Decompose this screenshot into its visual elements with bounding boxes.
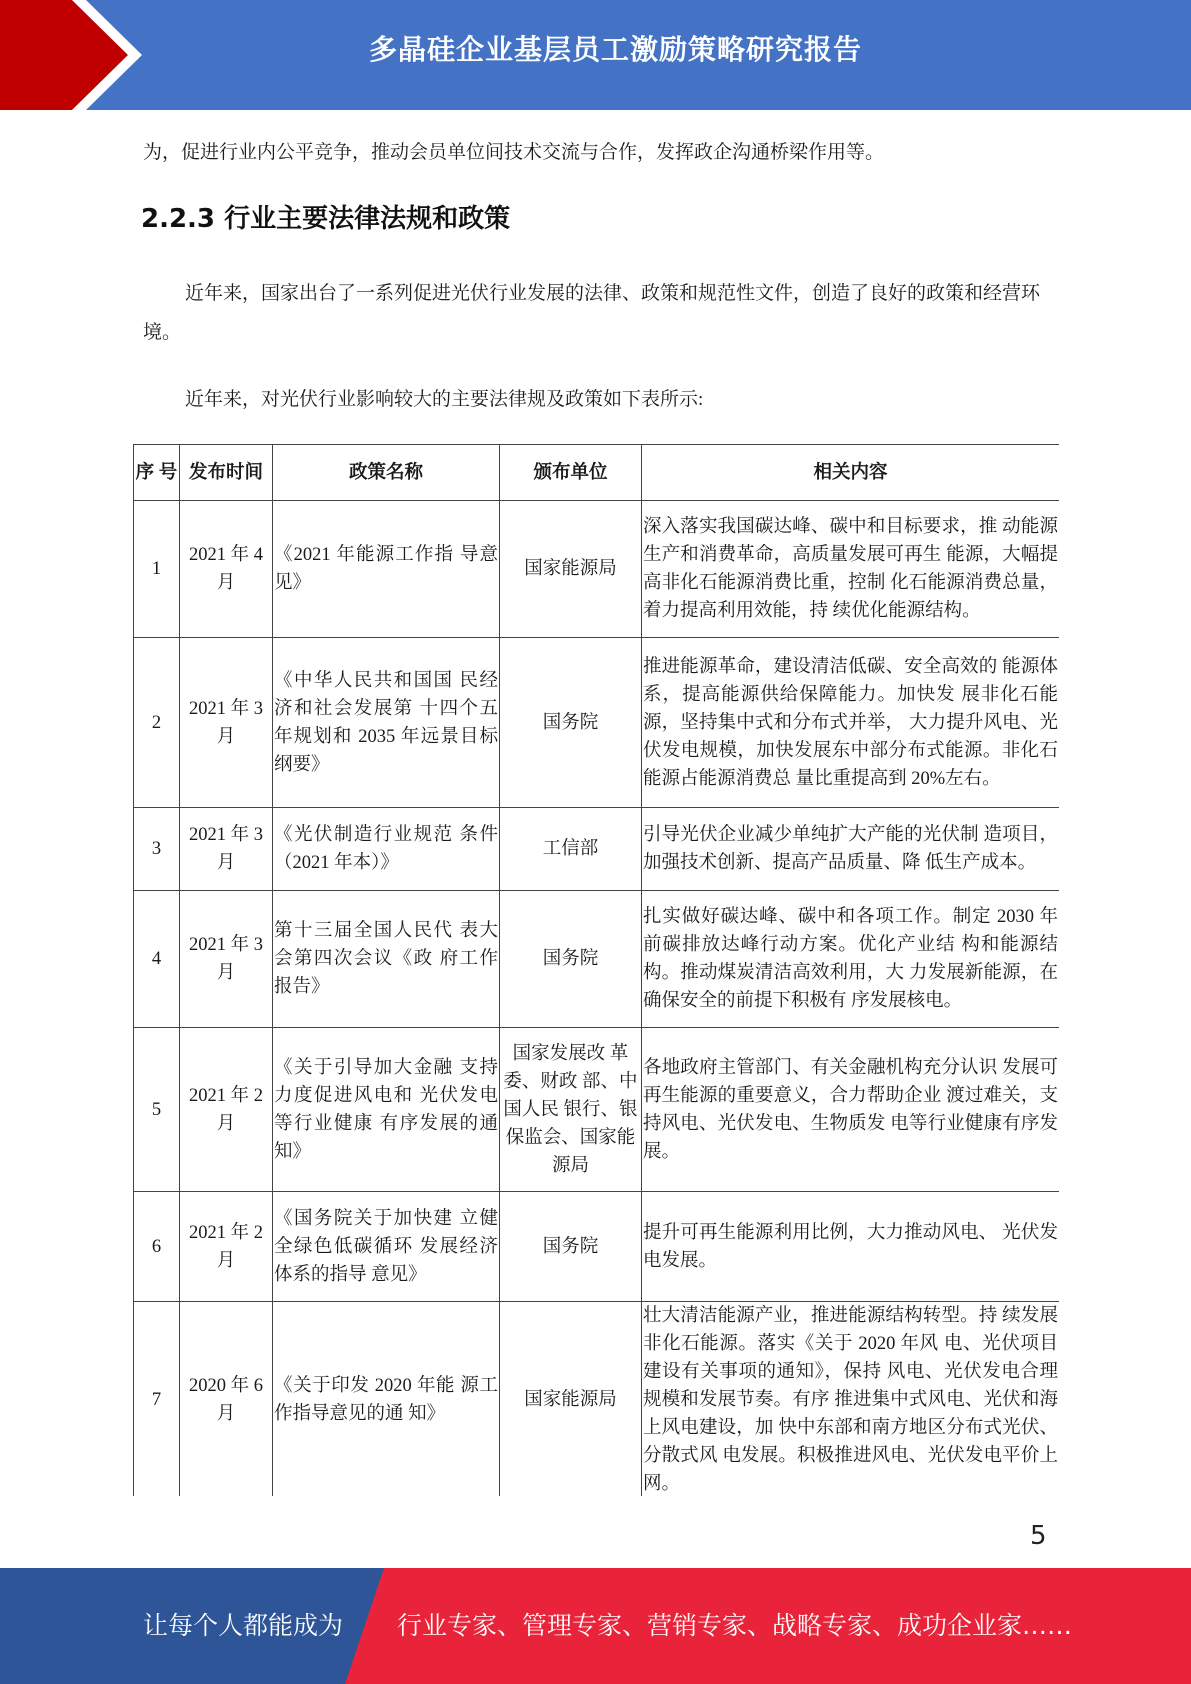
row-no: 1 [134, 501, 180, 638]
row-issuer: 国务院 [500, 638, 642, 808]
row-policy-name: 《国务院关于加快建 立健全绿色低碳循环 发展经济体系的指导 意见》 [273, 1192, 500, 1302]
continuation-paragraph: 为，促进行业内公平竞争，推动会员单位间技术交流与合作，发挥政企沟通桥梁作用等。 [143, 142, 885, 163]
table-row [134, 501, 1060, 638]
row-policy-name: 《光伏制造行业规范 条件（2021 年本）》 [273, 808, 500, 891]
header-content: 相关内容 [642, 445, 1060, 501]
row-issuer: 国家发展改 革委、财政 部、中国人民 银行、银保监会、国家能源局 [500, 1028, 642, 1192]
row-content: 引导光伏企业减少单纯扩大产能的光伏制 造项目，加强技术创新、提高产品质量、降 低生产成本。 [642, 808, 1060, 891]
row-issuer: 国务院 [500, 1192, 642, 1302]
table-row [134, 1302, 1060, 1497]
row-no: 7 [134, 1302, 180, 1497]
header-bar [0, 0, 1191, 110]
table-row [134, 638, 1060, 808]
table-row [134, 891, 1060, 1028]
document-title: 多晶硅企业基层员工激励策略研究报告 [368, 33, 862, 66]
row-policy-name: 《关于引导加大金融 支持力度促进风电和 光伏发电等行业健康 有序发展的通知》 [273, 1028, 500, 1192]
row-policy-name: 《关于印发 2020 年能 源工作指导意见的通 知》 [273, 1302, 500, 1497]
row-issuer: 国家能源局 [500, 1302, 642, 1497]
row-content: 推进能源革命，建设清洁低碳、安全高效的 能源体系，提高能源供给保障能力。加快发 展非化石能源，坚持集中式和分布式并举， 大力提升风电、光伏发电规模，加快发展东中部分布式能源。非化石能源占能源消费总 量比重提高到 20%左右。 [642, 638, 1060, 808]
policy-table-container [133, 444, 1059, 1496]
row-no: 4 [134, 891, 180, 1028]
row-time: 2021 年 2 月 [180, 1192, 273, 1302]
row-time: 2021 年 3 月 [180, 638, 273, 808]
row-issuer: 国家能源局 [500, 501, 642, 638]
table-header-row [134, 445, 1060, 501]
row-time: 2021 年 3 月 [180, 891, 273, 1028]
row-time: 2020 年 6 月 [180, 1302, 273, 1497]
header-issuer: 颁布单位 [500, 445, 642, 501]
header-policy-name: 政策名称 [273, 445, 500, 501]
row-time: 2021 年 2 月 [180, 1028, 273, 1192]
row-time: 2021 年 4 月 [180, 501, 273, 638]
row-content: 深入落实我国碳达峰、碳中和目标要求，推 动能源生产和消费革命，高质量发展可再生 能源，大幅提高非化石能源消费比重，控制 化石能源消费总量，着力提高利用效能，持 续优化能源结构。 [642, 501, 1060, 638]
row-no: 3 [134, 808, 180, 891]
row-content: 提升可再生能源利用比例，大力推动风电、 光伏发电发展。 [642, 1192, 1060, 1302]
row-time: 2021 年 3 月 [180, 808, 273, 891]
footer-slogan-right: 行业专家、管理专家、营销专家、战略专家、成功企业家…… [397, 1611, 1073, 1640]
table-row [134, 1192, 1060, 1302]
header-no: 序 号 [134, 445, 180, 501]
row-policy-name: 第十三届全国人民代 表大会第四次会议《政 府工作报告》 [273, 891, 500, 1028]
table-intro-paragraph: 近年来，对光伏行业影响较大的主要法律规及政策如下表所示: [185, 389, 704, 410]
footer-slogan-left: 让每个人都能成为 [143, 1611, 344, 1640]
row-no: 6 [134, 1192, 180, 1302]
row-policy-name: 《中华人民共和国国 民经济和社会发展第 十四个五年规划和 2035 年远景目标纲要》 [273, 638, 500, 808]
row-content: 壮大清洁能源产业，推进能源结构转型。持 续发展非化石能源。落实《关于 2020 年风 电、光伏项目建设有关事项的通知》，保持 风电、光伏发电合理规模和发展节奏。有序 推进集中式风电、光伏和海上风电建设，加 快中东部和南方地区分布式光伏、分散式风 电发展。积极推进风电、光伏发电平价上网。 [642, 1302, 1060, 1497]
row-content: 扎实做好碳达峰、碳中和各项工作。制定 2030 年前碳排放达峰行动方案。优化产业结 构和能源结构。推动煤炭清洁高效利用，大 力发展新能源，在确保安全的前提下积极有 序发展核电。 [642, 891, 1060, 1028]
row-no: 2 [134, 638, 180, 808]
policy-table [133, 444, 1059, 1496]
intro-paragraph: 近年来，国家出台了一系列促进光伏行业发展的法律、政策和规范性文件，创造了良好的政策和经营环境。 [143, 283, 1041, 343]
page-number: 5 [1030, 1521, 1047, 1551]
header-time: 发布时间 [180, 445, 273, 501]
row-issuer: 国务院 [500, 891, 642, 1028]
row-no: 5 [134, 1028, 180, 1192]
table-row [134, 1028, 1060, 1192]
row-issuer: 工信部 [500, 808, 642, 891]
row-content: 各地政府主管部门、有关金融机构充分认识 发展可再生能源的重要意义，合力帮助企业 渡过难关，支持风电、光伏发电、生物质发 电等行业健康有序发展。 [642, 1028, 1060, 1192]
table-row [134, 808, 1060, 891]
section-heading: 2.2.3 行业主要法律法规和政策 [141, 204, 511, 234]
row-policy-name: 《2021 年能源工作指 导意见》 [273, 501, 500, 638]
